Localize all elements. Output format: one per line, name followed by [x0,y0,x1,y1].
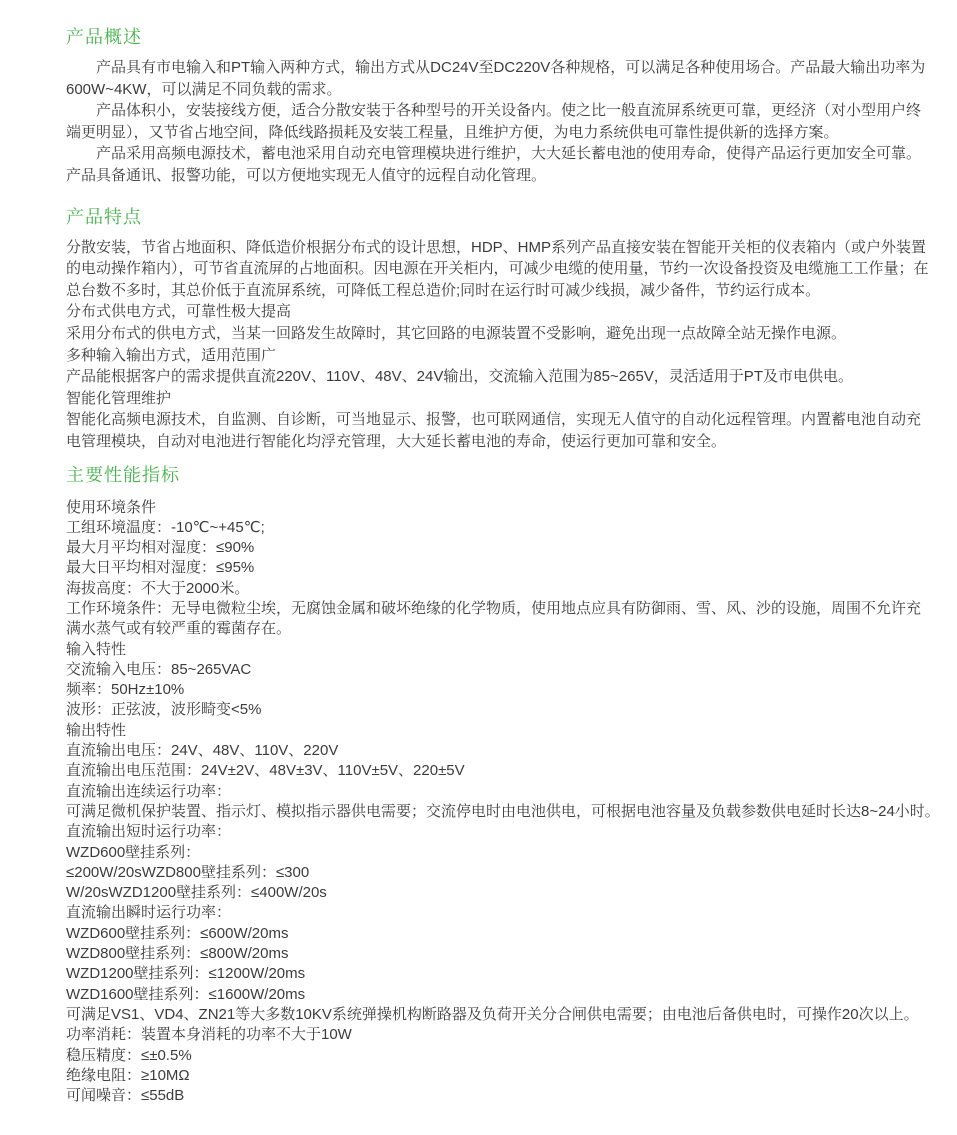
spec-line: WZD600壁挂系列：≤600W/20ms [66,924,289,942]
spec-line: 使用环境条件 [66,498,157,516]
section-features [66,206,933,453]
spec-line: 直流输出短时运行功率： [66,823,232,841]
spec-line: 直流输出电压范围：24V±2V、48V±3V、110V±5V、220±5V [66,762,465,780]
features-paragraph: 分散安装，节省占地面积、降低造价根据分布式的设计思想，HDP、HMP系列产品直接安装在智能开关柜的仪表箱内（或户外装置的电动操作箱内），可节省直流屏的占地面积。因电源在开关柜内，可减少电缆的使用量，节约一次设备投资及电缆施工工作量；在总台数不多时，其总价低于直流屏系统，可降低工程总造价;同时在运行时可减少线损，减少备件，节约运行成本。 [66,238,929,299]
features-paragraph: 智能化管理维护 [66,389,172,407]
features-paragraph: 分布式供电方式，可靠性极大提高 [66,303,292,321]
spec-line: 直流输出电压：24V、48V、110V、220V [66,742,339,760]
spec-line: 功率消耗：装置本身消耗的功率不大于10W [66,1026,352,1044]
features-paragraph: 智能化高频电源技术，自监测、自诊断，可当地显示、报警，也可联网通信，实现无人值守的自动化远程管理。内置蓄电池自动充电管理模块，自动对电池进行智能化均浮充管理，大大延长蓄电池的寿命，使运行更加可靠和安全。 [66,411,922,450]
spec-line: 波形：正弦波，波形畸变<5% [66,701,262,719]
spec-line: 最大月平均相对湿度：≤90% [66,539,255,557]
spec-line: 输出特性 [66,721,127,739]
spec-line: WZD1200壁挂系列：≤1200W/20ms [66,965,306,983]
spec-line: 最大日平均相对湿度：≤95% [66,559,255,577]
spec-line: WZD600壁挂系列： [66,843,201,861]
section-overview [66,26,933,187]
spec-line: 可闻噪音：≤55dB [66,1087,185,1105]
spec-line: WZD1600壁挂系列：≤1600W/20ms [66,985,306,1003]
spec-line: 海拔高度：不大于2000米。 [66,579,250,597]
spec-line: 稳压精度：≤±0.5% [66,1046,192,1064]
spec-line: 可满足微机保护装置、指示灯、模拟指示器供电需要；交流停电时由电池供电，可根据电池容量及负载参数供电延时长达8~24小时。 [66,802,940,820]
spec-line: 满水蒸气或有较严重的霉菌存在。 [66,620,292,638]
features-paragraph: 采用分布式的供电方式，当某一回路发生故障时，其它回路的电源装置不受影响，避免出现一点故障全站无操作电源。 [66,324,847,342]
overview-paragraph: 产品体积小，安装接线方便，适合分散安装于各种型号的开关设备内。使之比一般直流屏系统更可靠，更经济（对小型用户终端更明显），又节省占地空间，降低线路损耗及安装工程量，且维护方便，为电力系统供电可靠性提供新的选择方案。 [66,102,922,141]
spec-line: 可满足VS1、VD4、ZN21等大多数10KV系统弹操机构断路器及负荷开关分合闸供电需要；由电池后备供电时，可操作20次以上。 [66,1005,919,1023]
overview-paragraph: 产品具有市电输入和PT输入两种方式，输出方式从DC24V至DC220V各种规格，可以满足各种使用场合。产品最大输出功率为600W~4KW，可以满足不同负载的需求。 [66,59,926,98]
spec-line: 交流输入电压：85~265VAC [66,660,252,678]
section-title-features: 产品特点 [66,206,142,227]
spec-line: 工作环境条件：无导电微粒尘埃，无腐蚀金属和破坏绝缘的化学物质，使用地点应具有防御雨、雪、风、沙的设施，周围不允许充 [66,599,922,617]
features-paragraph: 产品能根据客户的需求提供直流220V、110V、48V、24V输出，交流输入范围为85~265V，灵活适用于PT及市电供电。 [66,368,853,386]
section-title-specs: 主要性能指标 [66,464,180,485]
section-title-overview: 产品概述 [66,27,142,47]
spec-line: 频率：50Hz±10% [66,681,185,699]
spec-line: 直流输出瞬时运行功率： [66,904,232,922]
spec-line: 绝缘电阻：≥10MΩ [66,1066,190,1084]
features-paragraph: 多种输入输出方式，适用范围广 [66,346,277,364]
spec-line: ≤200W/20sWZD800壁挂系列：≤300 [66,863,310,881]
overview-paragraph: 产品采用高频电源技术，蓄电池采用自动充电管理模块进行维护，大大延长蓄电池的使用寿命，使得产品运行更加安全可靠。产品具备通讯、报警功能，可以方便地实现无人值守的远程自动化管理。 [66,145,922,184]
spec-line: 工组环境温度：-10℃~+45℃; [66,518,265,536]
spec-line: 输入特性 [66,640,127,658]
spec-line: 直流输出连续运行功率： [66,782,232,800]
spec-line: WZD800壁挂系列：≤800W/20ms [66,945,289,963]
spec-line: W/20sWZD1200壁挂系列：≤400W/20s [66,884,327,902]
section-specs [66,464,940,1107]
